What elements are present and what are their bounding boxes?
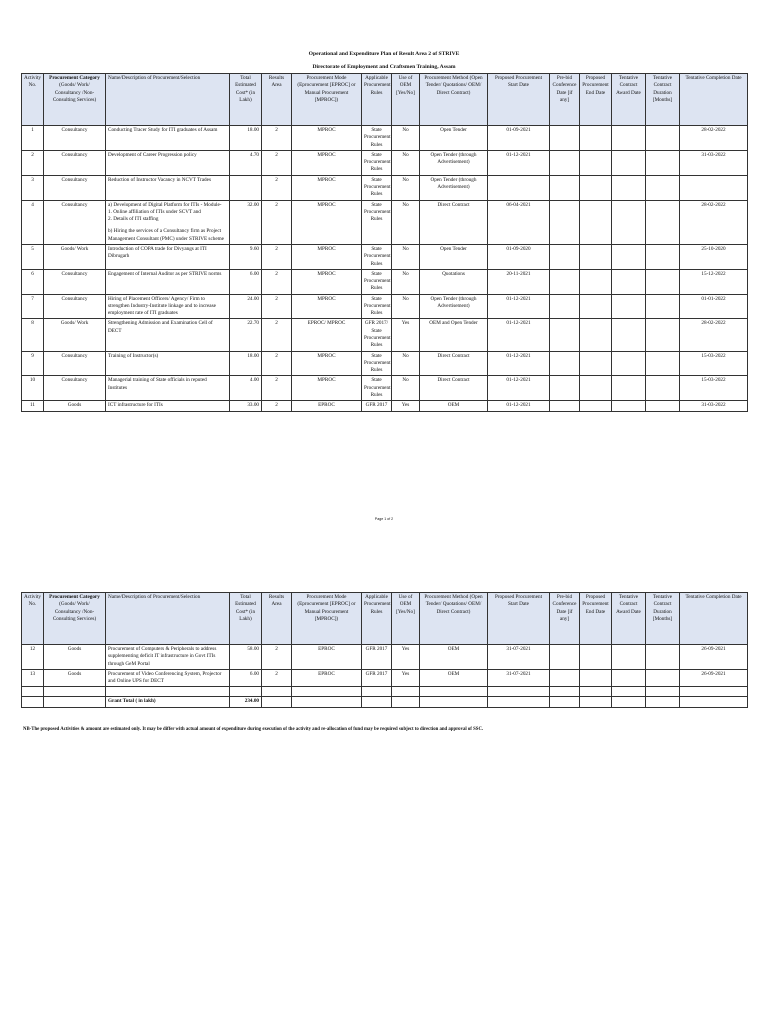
cell-mode: MPROC (292, 351, 362, 376)
cell-method: Quotations (420, 269, 488, 294)
table-row (22, 401, 748, 411)
cell-prebid-date (550, 126, 580, 151)
cell-prebid-date (550, 645, 580, 670)
name-line: Training of Instructor(s) (108, 352, 159, 359)
cell-method: Direct Contract (420, 351, 488, 376)
cell-prebid-date (550, 269, 580, 294)
cell-start-date: 06-04-2021 (488, 200, 550, 244)
cell-award-date (612, 319, 646, 351)
header-oem: Use of OEM [Yes/No] (392, 74, 420, 126)
cell-results-area: 2 (262, 669, 292, 687)
cell-end-date (580, 645, 612, 670)
header-category-title: Procurement Category (49, 594, 100, 600)
cell-rules: State Procurement Rules (362, 351, 392, 376)
cell-activity-no: 12 (22, 645, 44, 670)
cell-cost: 4.70 (230, 150, 262, 175)
cell-activity-no: 8 (22, 319, 44, 351)
name-line: Development of Career Progression policy (108, 151, 197, 158)
header-name: Name/Description of Procurement/Selection (106, 74, 230, 126)
cell-oem: No (392, 294, 420, 319)
name-line: Managerial training of State officials in reputed Institutes (108, 377, 207, 391)
cell-rules: GFR 2017 (362, 401, 392, 411)
cell-award-date (612, 200, 646, 244)
header-end: Proposed Procurement End Date (580, 593, 612, 645)
cell-cost: 18.00 (230, 126, 262, 151)
cell-method: Open Tender (420, 244, 488, 269)
cell-mode: MPROC (292, 200, 362, 244)
cell-cost: 9.60 (230, 244, 262, 269)
name-line: 1. Online affiliation of ITIs under SCVT and (108, 208, 201, 215)
cell-end-date (580, 376, 612, 401)
header-end: Proposed Procurement End Date (580, 74, 612, 126)
cell-activity-no: 6 (22, 269, 44, 294)
header-method: Procurement Method (Open Tender/ Quotations/ OEM/ Direct Contract) (420, 74, 488, 126)
table-row (22, 669, 748, 687)
cell-award-date (612, 645, 646, 670)
cell-method: OEM (420, 645, 488, 670)
cell-duration (646, 126, 680, 151)
cell-start-date: 20-11-2021 (488, 269, 550, 294)
cell-prebid-date (550, 351, 580, 376)
cell-rules: GFR 2017 (362, 669, 392, 687)
cell-end-date (580, 351, 612, 376)
cell-category: Consultancy (44, 351, 106, 376)
cell-duration (646, 150, 680, 175)
cell-award-date (612, 269, 646, 294)
cell-name (106, 269, 230, 294)
grand-total-label: Grant Total ( in lakh) (106, 697, 230, 707)
cell-start-date (488, 175, 550, 200)
header-name: Name/Description of Procurement/Selection (106, 593, 230, 645)
cell-prebid-date (550, 175, 580, 200)
cell-name (106, 175, 230, 200)
header-rules: Applicable Procurement Rules (362, 593, 392, 645)
cell-method: Direct Contract (420, 376, 488, 401)
header-duration: Tentative Contract Duration [Months] (646, 74, 680, 126)
cell-name (106, 669, 230, 687)
header-rules: Applicable Procurement Rules (362, 74, 392, 126)
cell-mode: EPROC (292, 669, 362, 687)
cell-award-date (612, 401, 646, 411)
table-row (22, 351, 748, 376)
cell-completion-date: 15-12-2022 (680, 269, 748, 294)
header-start: Proposed Procurement Start Date (488, 593, 550, 645)
cell-results-area: 2 (262, 401, 292, 411)
cell-activity-no: 5 (22, 244, 44, 269)
cell-prebid-date (550, 319, 580, 351)
cell-completion-date: 15-03-2022 (680, 376, 748, 401)
cell-completion-date: 25-10-2020 (680, 244, 748, 269)
cell-award-date (612, 150, 646, 175)
cell-rules: State Procurement Rules (362, 376, 392, 401)
cell-method: Open Tender (420, 126, 488, 151)
cell-mode: EPROC/ MPROC (292, 319, 362, 351)
table-header-row (22, 74, 748, 126)
procurement-table-page-1 (21, 73, 748, 412)
cell-method: OEM (420, 669, 488, 687)
cell-award-date (612, 669, 646, 687)
table-row (22, 645, 748, 670)
cell-activity-no: 1 (22, 126, 44, 151)
header-completion: Tentative Completion Date (680, 593, 748, 645)
header-cost: Total Estimated Cost* (in Lakh) (230, 593, 262, 645)
cell-name (106, 401, 230, 411)
cell-end-date (580, 669, 612, 687)
cell-category: Consultancy (44, 376, 106, 401)
cell-completion-date (680, 175, 748, 200)
header-results-area: Results Area (262, 593, 292, 645)
cell-completion-date: 26-09-2021 (680, 669, 748, 687)
header-category-title: Procurement Category (49, 75, 100, 81)
cell-end-date (580, 200, 612, 244)
cell-prebid-date (550, 669, 580, 687)
cell-activity-no: 2 (22, 150, 44, 175)
cell-category: Goods/ Work (44, 244, 106, 269)
cell-oem: Yes (392, 401, 420, 411)
cell-end-date (580, 175, 612, 200)
header-category-sub: (Goods/ Work/ Consultancy /Non-Consulting Services) (52, 82, 97, 103)
header-award: Tentative Contract Award Date (612, 74, 646, 126)
header-prebid: Pre-bid Conference Date [if any] (550, 593, 580, 645)
cell-cost: 33.00 (230, 401, 262, 411)
cell-oem: Yes (392, 645, 420, 670)
cell-prebid-date (550, 200, 580, 244)
table-row (22, 200, 748, 244)
cell-prebid-date (550, 244, 580, 269)
header-cost: Total Estimated Cost* (in Lakh) (230, 74, 262, 126)
cell-cost: 24.00 (230, 294, 262, 319)
cell-completion-date: 15-03-2022 (680, 351, 748, 376)
cell-rules: State Procurement Rules (362, 244, 392, 269)
cell-completion-date: 28-02-2022 (680, 200, 748, 244)
header-duration: Tentative Contract Duration [Months] (646, 593, 680, 645)
name-line: 2. Details of ITI staffing (108, 216, 159, 223)
cell-activity-no: 3 (22, 175, 44, 200)
cell-category: Goods/ Work (44, 319, 106, 351)
cell-category: Goods (44, 401, 106, 411)
cell-name (106, 294, 230, 319)
table-row (22, 126, 748, 151)
cell-activity-no: 7 (22, 294, 44, 319)
cell-method: OEM and Open Tender (420, 319, 488, 351)
cell-rules: State Procurement Rules (362, 269, 392, 294)
cell-activity-no: 11 (22, 401, 44, 411)
cell-mode: MPROC (292, 269, 362, 294)
cell-mode: MPROC (292, 150, 362, 175)
cell-name (106, 150, 230, 175)
cell-category: Consultancy (44, 294, 106, 319)
cell-results-area: 2 (262, 351, 292, 376)
cell-oem: No (392, 351, 420, 376)
name-line: Hiring of Placement Officers/ Agency/ Firm to strengthen Industry-Institute linkage and to increase employment rate of ITI graduates (108, 295, 216, 317)
cell-duration (646, 200, 680, 244)
header-prebid: Pre-bid Conference Date [if any] (550, 74, 580, 126)
cell-category: Goods (44, 669, 106, 687)
name-line: a) Development of Digital Platform for ITIs - Module- (108, 201, 222, 208)
header-oem: Use of OEM [Yes/No] (392, 593, 420, 645)
cell-rules: State Procurement Rules (362, 150, 392, 175)
name-line: ICT infrastructure for ITIs (108, 402, 163, 409)
cell-activity-no: 13 (22, 669, 44, 687)
header-mode: Procurement Mode (Eprocurement [EPROC] or Manual Procurement [MPROC]) (292, 593, 362, 645)
cell-rules: State Procurement Rules (362, 200, 392, 244)
cell-prebid-date (550, 401, 580, 411)
header-mode: Procurement Mode (Eprocurement [EPROC] or Manual Procurement [MPROC]) (292, 74, 362, 126)
cell-end-date (580, 269, 612, 294)
cell-start-date: 01-12-2021 (488, 319, 550, 351)
cell-results-area: 2 (262, 269, 292, 294)
cell-cost: 22.70 (230, 319, 262, 351)
name-line: Strengthening Admission and Examination Cell of DECT (108, 320, 213, 334)
cell-activity-no: 10 (22, 376, 44, 401)
cell-mode: MPROC (292, 175, 362, 200)
cell-completion-date: 31-03-2022 (680, 150, 748, 175)
cell-category: Consultancy (44, 175, 106, 200)
document-subtitle: Directorate of Employment and Craftsmen Training, Assam (312, 64, 456, 70)
cell-category: Goods (44, 645, 106, 670)
cell-completion-date: 31-03-2022 (680, 401, 748, 411)
cell-prebid-date (550, 150, 580, 175)
table-header-row (22, 593, 748, 645)
header-results-area: Results Area (262, 74, 292, 126)
cell-completion-date: 01-01-2022 (680, 294, 748, 319)
cell-duration (646, 669, 680, 687)
cell-prebid-date (550, 376, 580, 401)
cell-duration (646, 319, 680, 351)
cell-name (106, 126, 230, 151)
cell-duration (646, 244, 680, 269)
cell-mode: MPROC (292, 376, 362, 401)
name-line: Introduction of COPA trade for Divyangs at ITI Dibrugarh (108, 245, 207, 260)
cell-award-date (612, 175, 646, 200)
cell-results-area: 2 (262, 150, 292, 175)
cell-cost: 6.00 (230, 269, 262, 294)
table-row (22, 376, 748, 401)
cell-award-date (612, 126, 646, 151)
cell-results-area: 2 (262, 200, 292, 244)
cell-oem: No (392, 175, 420, 200)
cell-start-date: 01-09-2021 (488, 126, 550, 151)
table-row (22, 294, 748, 319)
cell-name (106, 244, 230, 269)
cell-end-date (580, 294, 612, 319)
name-line: Procurement of Video Conferencing System, Projector and Online UPS for DECT (108, 670, 222, 685)
cell-rules: State Procurement Rules (362, 175, 392, 200)
cell-oem: Yes (392, 669, 420, 687)
cell-award-date (612, 376, 646, 401)
cell-oem: No (392, 200, 420, 244)
table-row (22, 319, 748, 351)
cell-results-area: 2 (262, 175, 292, 200)
cell-method: OEM (420, 401, 488, 411)
table-row (22, 269, 748, 294)
cell-mode: MPROC (292, 294, 362, 319)
cell-end-date (580, 401, 612, 411)
cell-mode: MPROC (292, 126, 362, 151)
cell-method: Open Tender (through Advertisement) (420, 294, 488, 319)
cell-duration (646, 269, 680, 294)
cell-rules: GFR 2017 (362, 645, 392, 670)
name-line: b) Hiring the services of a Consultancy firm as Project Management Consultant (PMC) under STRIVE scheme (108, 228, 224, 242)
cell-duration (646, 294, 680, 319)
procurement-table-page-2 (21, 592, 748, 708)
cell-award-date (612, 244, 646, 269)
cell-oem: No (392, 244, 420, 269)
cell-award-date (612, 294, 646, 319)
cell-cost: 6.00 (230, 669, 262, 687)
cell-name (106, 200, 230, 244)
cell-results-area: 2 (262, 244, 292, 269)
cell-mode: EPROC (292, 645, 362, 670)
cell-oem: No (392, 150, 420, 175)
blank-row (22, 687, 748, 697)
header-completion: Tentative Completion Date (680, 74, 748, 126)
table-row (22, 150, 748, 175)
cell-start-date: 01-12-2021 (488, 150, 550, 175)
cell-name (106, 351, 230, 376)
cell-duration (646, 401, 680, 411)
cell-mode: MPROC (292, 244, 362, 269)
cell-start-date: 01-09-2020 (488, 244, 550, 269)
cell-start-date: 01-12-2021 (488, 401, 550, 411)
table-row (22, 175, 748, 200)
name-line: Procurement of Computers & Peripherals to address supplementing deficit IT infrastructure in Govt ITIs through GeM Portal (108, 646, 217, 667)
grand-total-row (22, 697, 748, 707)
cell-end-date (580, 319, 612, 351)
cell-completion-date: 28-02-2022 (680, 126, 748, 151)
header-start: Proposed Procurement Start Date (488, 74, 550, 126)
header-activity-no: Activity No. (22, 74, 44, 126)
cell-end-date (580, 126, 612, 151)
page-number: Page 1 of 2 (374, 517, 394, 521)
cell-category: Consultancy (44, 150, 106, 175)
cell-results-area: 2 (262, 319, 292, 351)
cell-activity-no: 9 (22, 351, 44, 376)
cell-name (106, 376, 230, 401)
cell-start-date: 01-12-2021 (488, 294, 550, 319)
cell-method: Direct Contract (420, 200, 488, 244)
cell-results-area: 2 (262, 645, 292, 670)
cell-duration (646, 175, 680, 200)
cell-activity-no: 4 (22, 200, 44, 244)
cell-start-date: 01-12-2021 (488, 351, 550, 376)
header-award: Tentative Contract Award Date (612, 593, 646, 645)
cell-oem: No (392, 376, 420, 401)
header-category-sub: (Goods/ Work/ Consultancy /Non-Consulting Services) (52, 601, 97, 622)
cell-duration (646, 645, 680, 670)
cell-start-date: 01-12-2021 (488, 376, 550, 401)
cell-completion-date: 28-02-2022 (680, 319, 748, 351)
cell-cost: 4.00 (230, 376, 262, 401)
cell-results-area: 2 (262, 126, 292, 151)
cell-end-date (580, 150, 612, 175)
cell-category: Consultancy (44, 269, 106, 294)
cell-oem: Yes (392, 319, 420, 351)
header-category (44, 593, 106, 645)
cell-end-date (580, 244, 612, 269)
table-row (22, 244, 748, 269)
name-line: Engagement of Internal Auditor as per STRIVE norms (108, 270, 222, 277)
name-line: Conducting Tracer Study for ITI graduates of Assam (108, 127, 218, 133)
cell-cost: 18.00 (230, 351, 262, 376)
cell-category: Consultancy (44, 126, 106, 151)
cell-method: Open Tender (through Advertisement) (420, 150, 488, 175)
cell-start-date: 31-07-2021 (488, 645, 550, 670)
cell-method: Open Tender (through Advertisement) (420, 175, 488, 200)
cell-rules: State Procurement Rules (362, 126, 392, 151)
grand-total-value: 234.00 (230, 697, 262, 707)
cell-award-date (612, 351, 646, 376)
cell-rules: GFR 2017/ State Procurement Rules (362, 319, 392, 351)
cell-oem: No (392, 269, 420, 294)
footnote: NB-The proposed Activities & amount are estimated only. It may be differ with actual amount of expenditure during execution of the activity and re-allocation of fund may be required subject to direction and approval of SSC. (23, 727, 484, 732)
cell-mode: EPROC (292, 401, 362, 411)
cell-duration (646, 351, 680, 376)
cell-prebid-date (550, 294, 580, 319)
cell-cost: 58.00 (230, 645, 262, 670)
cell-start-date: 31-07-2021 (488, 669, 550, 687)
header-method: Procurement Method (Open Tender/ Quotations/ OEM/ Direct Contract) (420, 593, 488, 645)
name-line: Reduction of Instructor Vacancy in NCVT Trades (108, 176, 211, 183)
cell-rules: State Procurement Rules (362, 294, 392, 319)
header-category (44, 74, 106, 126)
cell-name (106, 319, 230, 351)
cell-results-area: 2 (262, 294, 292, 319)
cell-completion-date: 26-09-2021 (680, 645, 748, 670)
cell-cost (230, 175, 262, 200)
cell-cost: 32.00 (230, 200, 262, 244)
cell-name (106, 645, 230, 670)
document-title: Operational and Expenditure Plan of Result Area 2 of STRIVE (308, 51, 460, 57)
header-activity-no: Activity No. (22, 593, 44, 645)
cell-oem: No (392, 126, 420, 151)
cell-results-area: 2 (262, 376, 292, 401)
cell-category: Consultancy (44, 200, 106, 244)
cell-duration (646, 376, 680, 401)
